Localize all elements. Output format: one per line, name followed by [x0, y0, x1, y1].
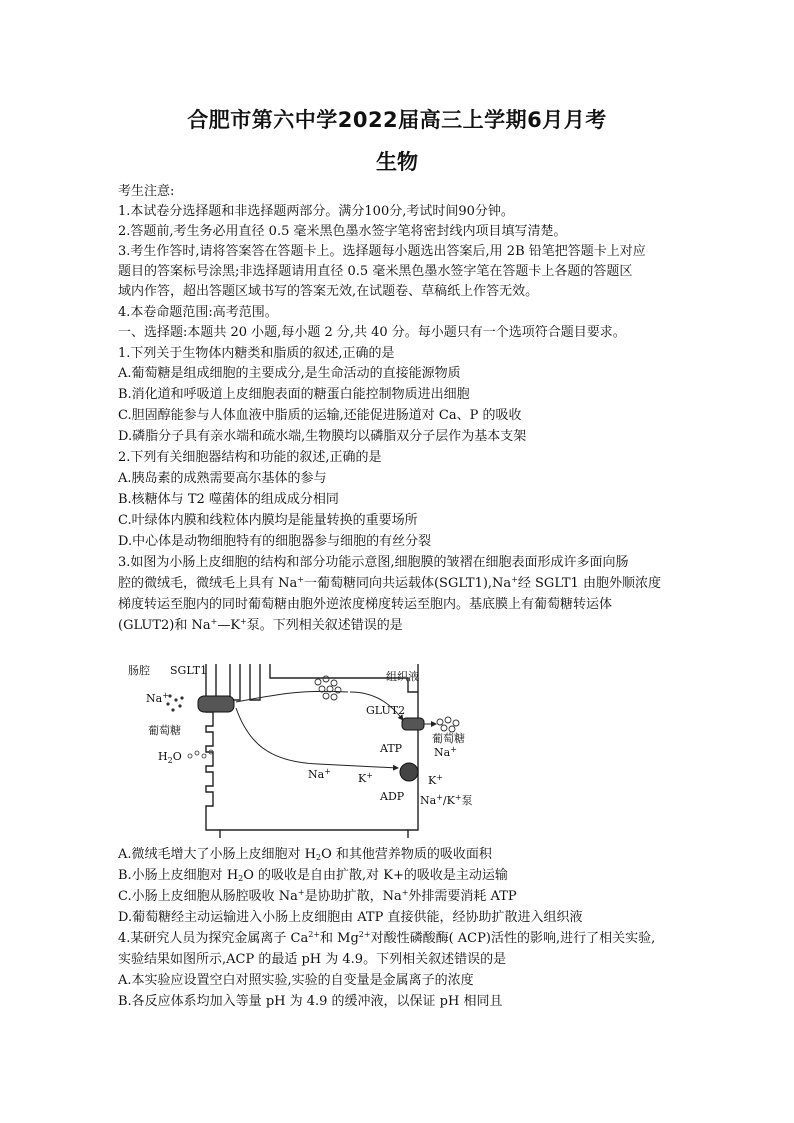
q2-option-c: C.叶绿体内膜和线粒体内膜均是能量转换的重要场所	[118, 513, 418, 528]
label-lumen: 肠腔	[128, 664, 150, 677]
q3-option-a: A.微绒毛增大了小肠上皮细胞对 $H_2O$ 和其他营养物质的吸收面积	[118, 847, 492, 862]
q1-option-d: D.磷脂分子具有亲水端和疏水端,生物膜均以磷脂双分子层作为基本支架	[118, 429, 527, 444]
label-sglt1: SGLT1	[170, 664, 208, 677]
label-adp: ADP	[380, 790, 405, 803]
q2-stem: 2.下列有关细胞器结构和功能的叙述,正确的是	[118, 450, 382, 465]
label-na-lumen: Na+	[146, 691, 169, 705]
glucose-cluster-tissue	[437, 717, 459, 732]
label-na-tissue: Na+	[434, 745, 457, 759]
label-glucose-tissue: 葡萄糖	[432, 732, 465, 745]
q3-stem-line2: 腔的微绒毛，微绒毛上具有 Na+一葡萄糖同向共运载体(SGLT1),Na+经 SGLT1 由胞外顺浓度	[118, 575, 661, 591]
q2-option-b: B.核糖体与 T2 噬菌体的组成成分相同	[118, 492, 339, 507]
glut2-transporter	[402, 718, 424, 730]
intestinal-cell-diagram	[118, 652, 478, 842]
label-na-k-pump: Na+/K+泵	[420, 793, 473, 807]
sglt1-transporter	[198, 696, 234, 712]
q3-option-b: B.小肠上皮细胞对 $H_2O$ 的吸收是自由扩散,对 K+的吸收是主动运输	[118, 868, 508, 883]
q1-option-b: B.消化道和呼吸道上皮细胞表面的糖蛋白能控制物质进出细胞	[118, 387, 470, 402]
label-tissue-fluid: 组织液	[386, 670, 419, 683]
glucose-cluster-cytoplasm	[315, 676, 341, 700]
label-glut2: GLUT2	[366, 704, 406, 717]
q1-option-a: A.葡萄糖是组成细胞的主要成分,是生命活动的直接能源物质	[118, 366, 461, 381]
notice-item-1: 1.本试卷分选择题和非选择题两部分。满分100分,考试时间90分钟。	[118, 204, 514, 219]
label-glucose-lumen: 葡萄糖	[148, 724, 181, 737]
q4-option-b: B.各反应体系均加入等量 pH 为 4.9 的缓冲液，以保证 pH 相同且	[118, 994, 503, 1009]
page-title: 合肥市第六中学2022届高三上学期6月月考	[187, 108, 607, 132]
q3-option-d: D.葡萄糖经主动运输进入小肠上皮细胞由 ATP 直接供能，经协助扩散进入组织液	[118, 910, 583, 925]
q4-stem-line2: 实验结果如图所示,ACP 的最适 pH 为 4.9。下列相关叙述错误的是	[118, 952, 507, 967]
label-atp: ATP	[380, 742, 403, 755]
section-heading: 一、选择题:本题共 20 小题,每小题 2 分,共 40 分。每小题只有一个选项符合题目要求。	[118, 325, 626, 340]
q2-option-d: D.中心体是动物细胞特有的细胞器参与细胞的有丝分裂	[118, 534, 432, 549]
q3-stem-line4: (GLUT2)和 Na+—K+泵。下列相关叙述错误的是	[118, 617, 403, 633]
q3-option-c: C.小肠上皮细胞从肠腔吸收 Na+是协助扩散，Na+外排需要消耗 ATP	[118, 888, 517, 904]
label-k-tissue: K+	[428, 773, 443, 787]
q1-option-c: C.胆固醇能参与人体血液中脂质的运输,还能促进肠道对 Ca、P 的吸收	[118, 408, 522, 423]
glucose-cluster-lumen	[166, 694, 183, 711]
q4-stem-line1: 4.某研究人员为探究金属离子 $Ca^{2+}$和 $Mg^{2+}$对酸性磷酸酶( ACP)活性的影响,进行了相关实验,	[118, 930, 656, 946]
label-h2o: $H_2O$	[158, 750, 182, 765]
q1-stem: 1.下列关于生物体内糖类和脂质的叙述,正确的是	[118, 346, 395, 361]
q4-option-a: A.本实验应设置空白对照实验,实验的自变量是金属离子的浓度	[118, 973, 474, 988]
label-k-cytoplasm: K+	[358, 771, 373, 785]
notice-item-3-cont2: 域内作答，超出答题区域书写的答案无效,在试题卷、草稿纸上作答无效。	[118, 284, 539, 299]
notice-item-4: 4.本卷命题范围:高考范围。	[118, 305, 278, 320]
water-molecules	[188, 750, 213, 758]
notice-item-3-cont: 题目的答案标号涂黑;非选择题请用直径 0.5 毫米黑色墨水签字笔在答题卡上各题的答题区	[118, 264, 633, 279]
notice-heading: 考生注意:	[118, 184, 175, 199]
q2-option-a: A.胰岛素的成熟需要高尔基体的参与	[118, 471, 327, 486]
notice-item-3: 3.考生作答时,请将答案答在答题卡上。选择题每小题选出答案后,用 2B 铅笔把答题卡上对应	[118, 244, 646, 259]
label-na-cytoplasm: Na+	[308, 767, 331, 781]
q3-stem-line3: 梯度转运至胞内的同时葡萄糖由胞外逆浓度梯度转运至胞内。基底膜上有葡萄糖转运体	[118, 597, 613, 612]
q3-stem-line1: 3.如图为小肠上皮细胞的结构和部分功能示意图,细胞膜的皱褶在细胞表面形成许多面向肠	[118, 555, 629, 570]
na-k-pump	[400, 763, 418, 781]
notice-item-2: 2.答题前,考生务必用直径 0.5 毫米黑色墨水签字笔将密封线内项目填写清楚。	[118, 224, 567, 239]
subject-title: 生物	[376, 150, 418, 174]
